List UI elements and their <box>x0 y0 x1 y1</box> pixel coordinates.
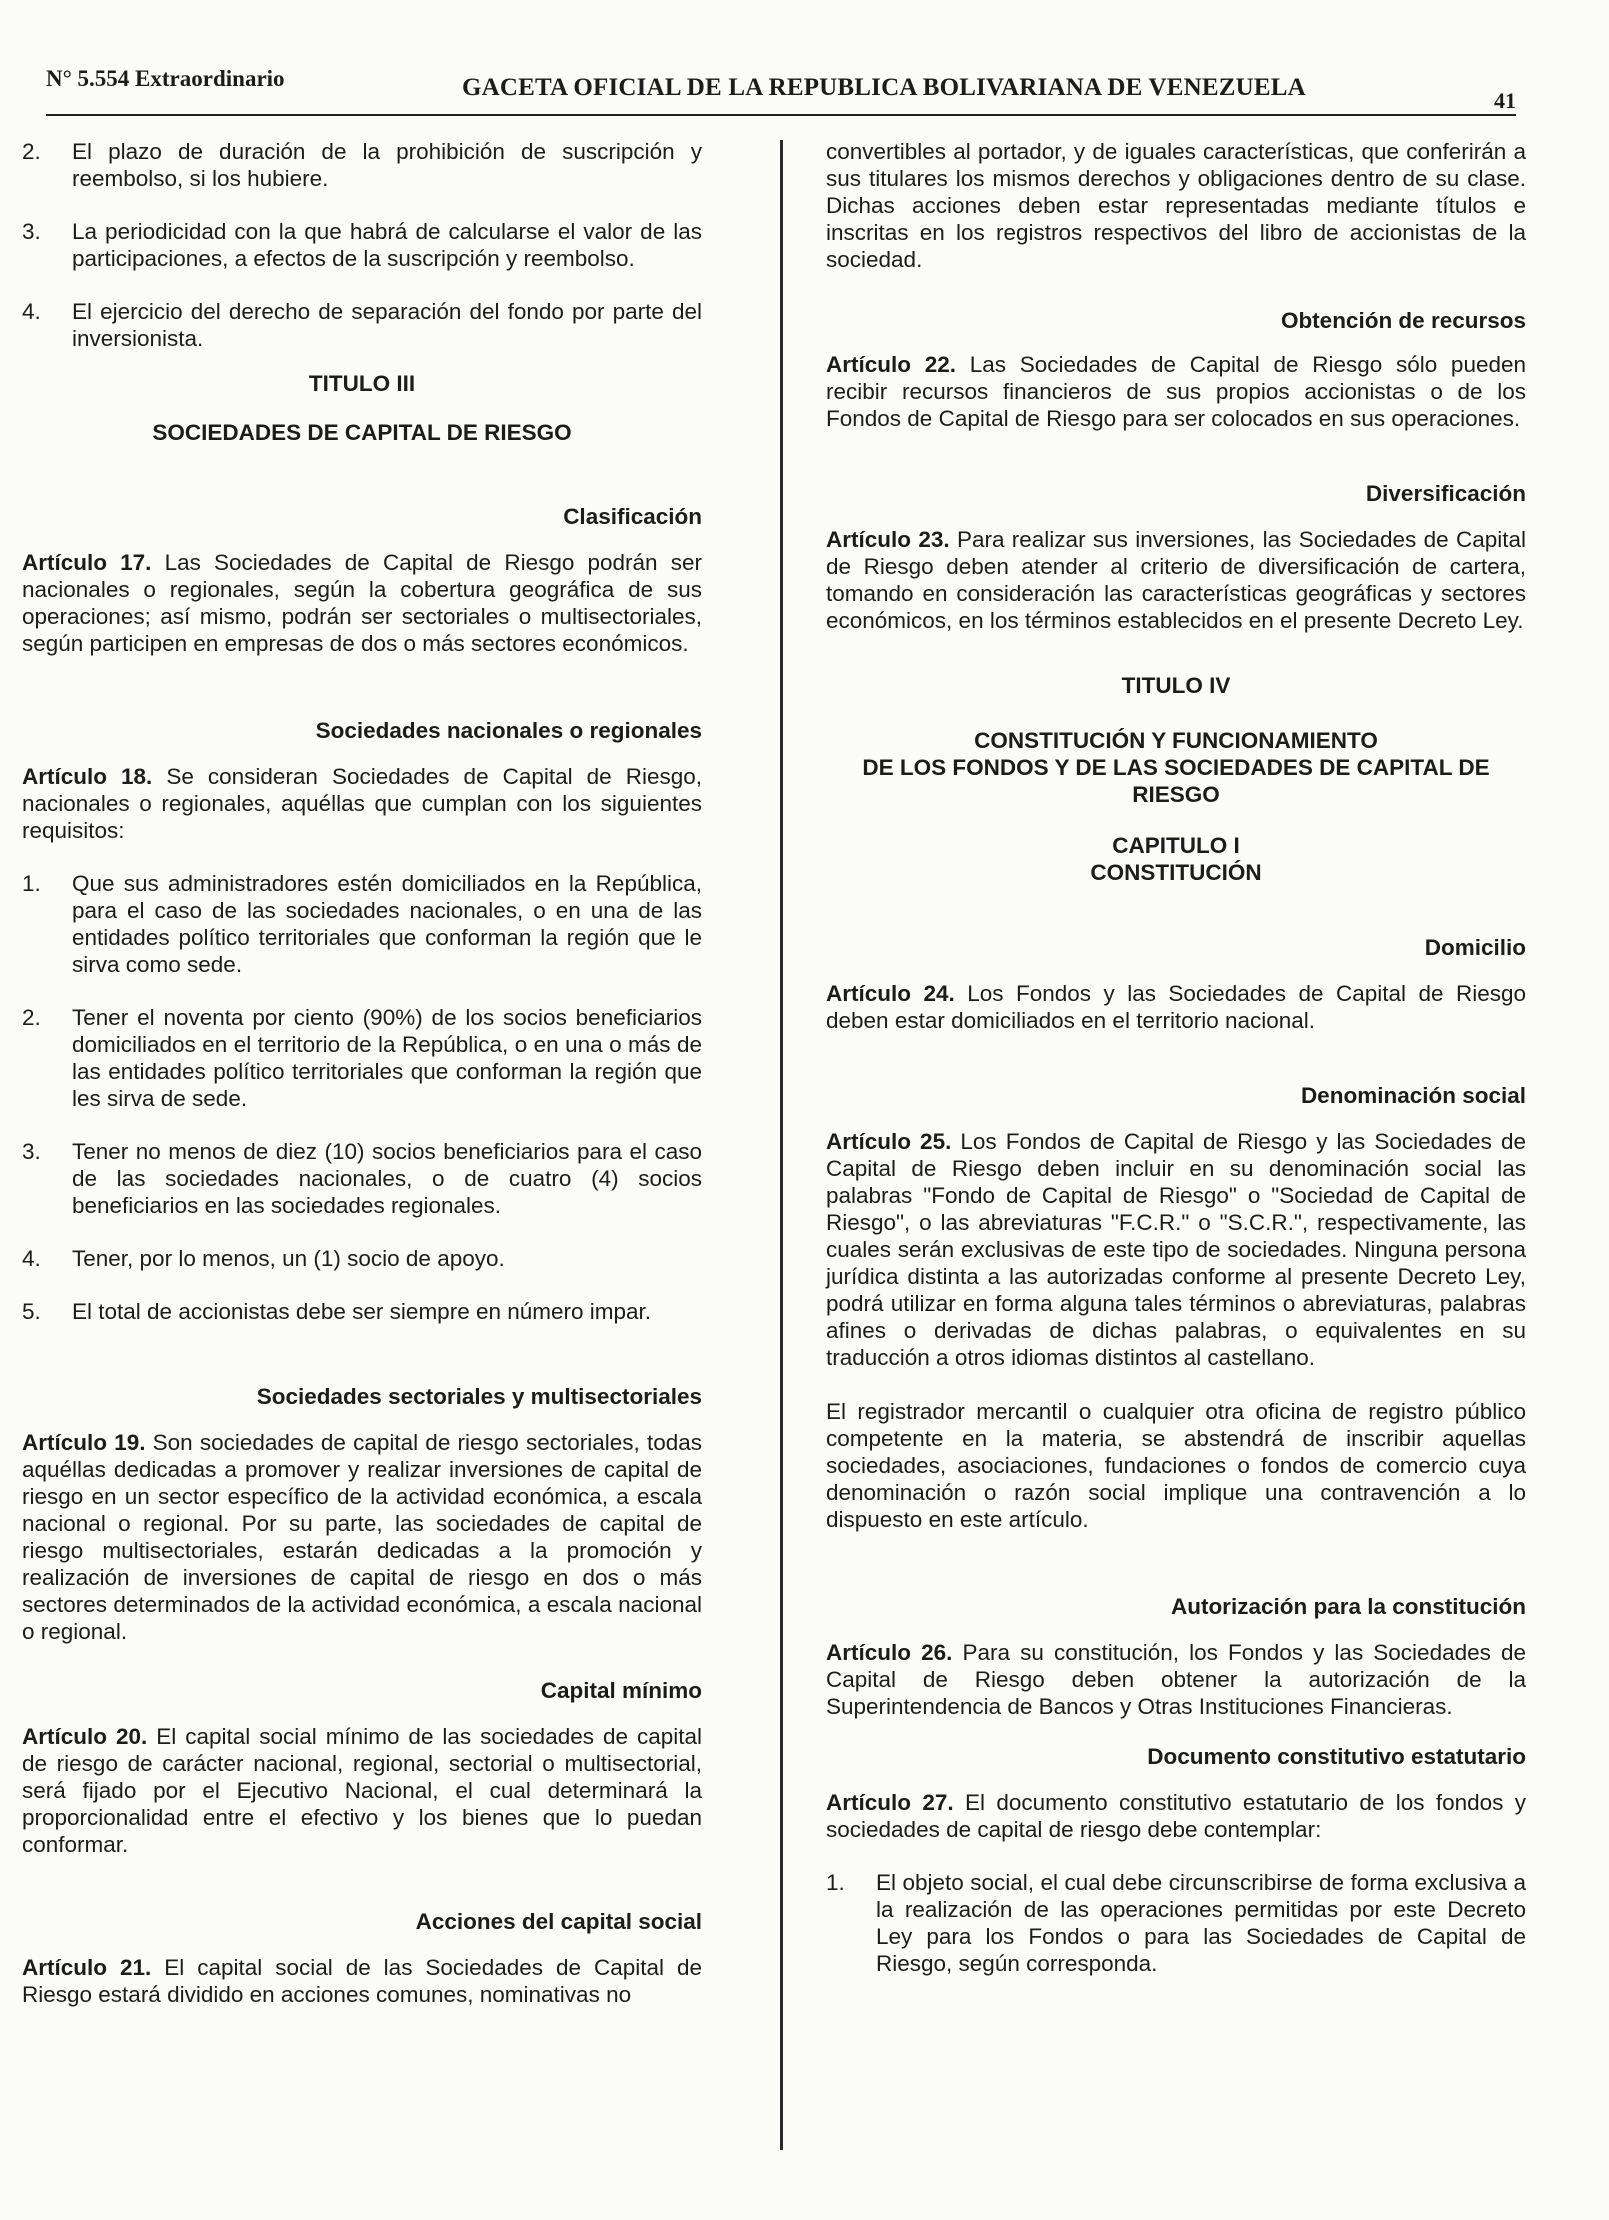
column-divider <box>780 140 783 2150</box>
list-item: 5. El total de accionistas debe ser siempre en número impar. <box>22 1299 652 1324</box>
heading-obtencion: Obtención de recursos <box>1280 308 1526 333</box>
list-item: 4. Tener, por lo menos, un (1) socio de apoyo. <box>22 1246 505 1271</box>
heading-acciones: Acciones del capital social <box>415 1909 702 1934</box>
capitulo-1: CAPITULO I <box>1112 833 1240 858</box>
list-item: 1. Que sus administradores estén domiciliados en la República, para el caso de las sociedades nacionales, o en una de las entidades político territoriales que conforman la región que le sirva como sede. <box>22 871 702 977</box>
list-item: 1. El objeto social, el cual debe circunscribirse de forma exclusiva a la realización de las operaciones permitidas por este Decreto Ley para los Fondos o para las Sociedades de Capital de Riesgo, según corresponda. <box>826 1870 1526 1976</box>
titulo-4-line-1: CONSTITUCIÓN Y FUNCIONAMIENTO <box>974 728 1378 753</box>
heading-clasificacion: Clasificación <box>563 504 702 529</box>
titulo-3-name: SOCIEDADES DE CAPITAL DE RIESGO <box>152 420 572 445</box>
heading-denominacion: Denominación social <box>1300 1083 1526 1108</box>
article-24: Artículo 24. Los Fondos y las Sociedades de Capital de Riesgo deben estar domiciliados en el territorio nacional. <box>826 981 1526 1033</box>
article-18: Artículo 18. Se consideran Sociedades de Capital de Riesgo, nacionales o regionales, aquéllas que cumplan con los siguientes requisitos: <box>22 764 702 843</box>
heading-sectoriales: Sociedades sectoriales y multisectoriales <box>256 1384 702 1409</box>
article-23: Artículo 23. Para realizar sus inversiones, las Sociedades de Capital de Riesgo deben atender al criterio de diversificación de cartera, tomando en consideración las características geográficas y sectores económicos, en los términos establecidos en el presente Decreto Ley. <box>826 527 1526 633</box>
heading-autorizacion: Autorización para la constitución <box>1170 1594 1526 1619</box>
titulo-3: TITULO III <box>308 371 416 396</box>
article-19: Artículo 19. Son sociedades de capital de riesgo sectoriales, todas aquéllas dedicadas a promover y realizar inversiones de capital de riesgo en un sector específico de la actividad económica, a escala nacional o regional. Por su parte, las sociedades de capital de riesgo multisectoriales, estarán dedicadas a la promoción y realización de inversiones de capital de riesgo en dos o más sectores determinados de la actividad económica, a escala nacional o regional. <box>22 1430 702 1644</box>
article-26: Artículo 26. Para su constitución, los Fondos y las Sociedades de Capital de Riesgo deben obtener la autorización de la Superintendencia de Bancos y Otras Instituciones Financieras. <box>826 1640 1526 1719</box>
article-20: Artículo 20. El capital social mínimo de las sociedades de capital de riesgo de carácter nacional, regional, sectorial o multisectorial, será fijado por el Ejecutivo Nacional, el cual determinará la proporcionalidad entre el efectivo y los bienes que lo puedan conformar. <box>22 1724 702 1857</box>
heading-diversificacion: Diversificación <box>1365 481 1526 506</box>
page-header <box>46 66 1516 116</box>
article-21: Artículo 21. El capital social de las Sociedades de Capital de Riesgo estará dividido en acciones comunes, nominativas no <box>22 1955 702 2007</box>
list-item: 2. Tener el noventa por ciento (90%) de los socios beneficiarios domiciliados en el territorio de la República, o en una o más de las entidades político territoriales que conforman la región que les sirva de sede. <box>22 1005 702 1111</box>
heading-nacionales: Sociedades nacionales o regionales <box>315 718 702 743</box>
article-17: Artículo 17. Las Sociedades de Capital de Riesgo podrán ser nacionales o regionales, según la cobertura geográfica de sus operaciones; así mismo, podrán ser sectoriales o multisectoriales, según participen en empresas de dos o más sectores económicos. <box>22 550 702 656</box>
article-22: Artículo 22. Las Sociedades de Capital de Riesgo sólo pueden recibir recursos financieros de sus propios accionistas o de los Fondos de Capital de Riesgo para ser colocados en sus operaciones. <box>826 352 1527 431</box>
article-25-paragraph-2: El registrador mercantil o cualquier otra oficina de registro público competente en la materia, se abstendrá de inscribir aquellas sociedades, asociaciones, fundaciones o fondos de comercio cuya denominación o razón social implique una contravención a lo dispuesto en este artículo. <box>826 1399 1526 1532</box>
list-item: 3. Tener no menos de diez (10) socios beneficiarios para el caso de las sociedades nacionales, o de cuatro (4) socios beneficiarios en las sociedades regionales. <box>22 1139 702 1218</box>
titulo-4-line-2: DE LOS FONDOS Y DE LAS SOCIEDADES DE CAPITAL DE RIESGO <box>862 755 1490 807</box>
heading-documento: Documento constitutivo estatutario <box>1147 1744 1526 1769</box>
heading-capital: Capital mínimo <box>540 1678 702 1703</box>
left-column <box>22 138 702 2008</box>
capitulo-1-name: CONSTITUCIÓN <box>1090 860 1262 885</box>
issue-number: N° 5.554 Extraordinario <box>46 66 285 91</box>
article-21-continued: convertibles al portador, y de iguales características, que conferirán a sus titulares los mismos derechos y obligaciones dentro de su clase. Dichas acciones deben estar representadas mediante títulos e inscritas en los registros respectivos del libro de accionistas de la sociedad. <box>826 139 1526 272</box>
list-item: 2. El plazo de duración de la prohibición de suscripción y reembolso, si los hubiere. <box>22 139 702 191</box>
list-item: 3. La periodicidad con la que habrá de calcularse el valor de las participaciones, a efectos de la suscripción y reembolso. <box>22 219 702 271</box>
list-item: 4. El ejercicio del derecho de separación del fondo por parte del inversionista. <box>22 299 702 351</box>
article-27: Artículo 27. El documento constitutivo estatutario de los fondos y sociedades de capital de riesgo debe contemplar: <box>826 1790 1526 1842</box>
article-25: Artículo 25. Los Fondos de Capital de Riesgo y las Sociedades de Capital de Riesgo deben incluir en su denominación social las palabras "Fondo de Capital de Riesgo" o "Sociedad de Capital de Riesgo", o las abreviaturas "F.C.R." o "S.C.R.", respectivamente, las cuales serán exclusivas de este tipo de sociedades. Ninguna persona jurídica distinta a las autorizadas conforme al presente Decreto Ley, podrá utilizar en forma alguna tales términos o abreviaturas, palabras afines o derivadas de dichas palabras, o equivalentes en su traducción a otros idiomas distintos al castellano. <box>826 1129 1526 1370</box>
right-column <box>826 138 1526 1977</box>
page-number: 41 <box>1494 88 1516 113</box>
gazette-title: GACETA OFICIAL DE LA REPUBLICA BOLIVARIANA DE VENEZUELA <box>462 74 1306 101</box>
titulo-4: TITULO IV <box>1121 673 1231 698</box>
heading-domicilio: Domicilio <box>1424 935 1526 960</box>
